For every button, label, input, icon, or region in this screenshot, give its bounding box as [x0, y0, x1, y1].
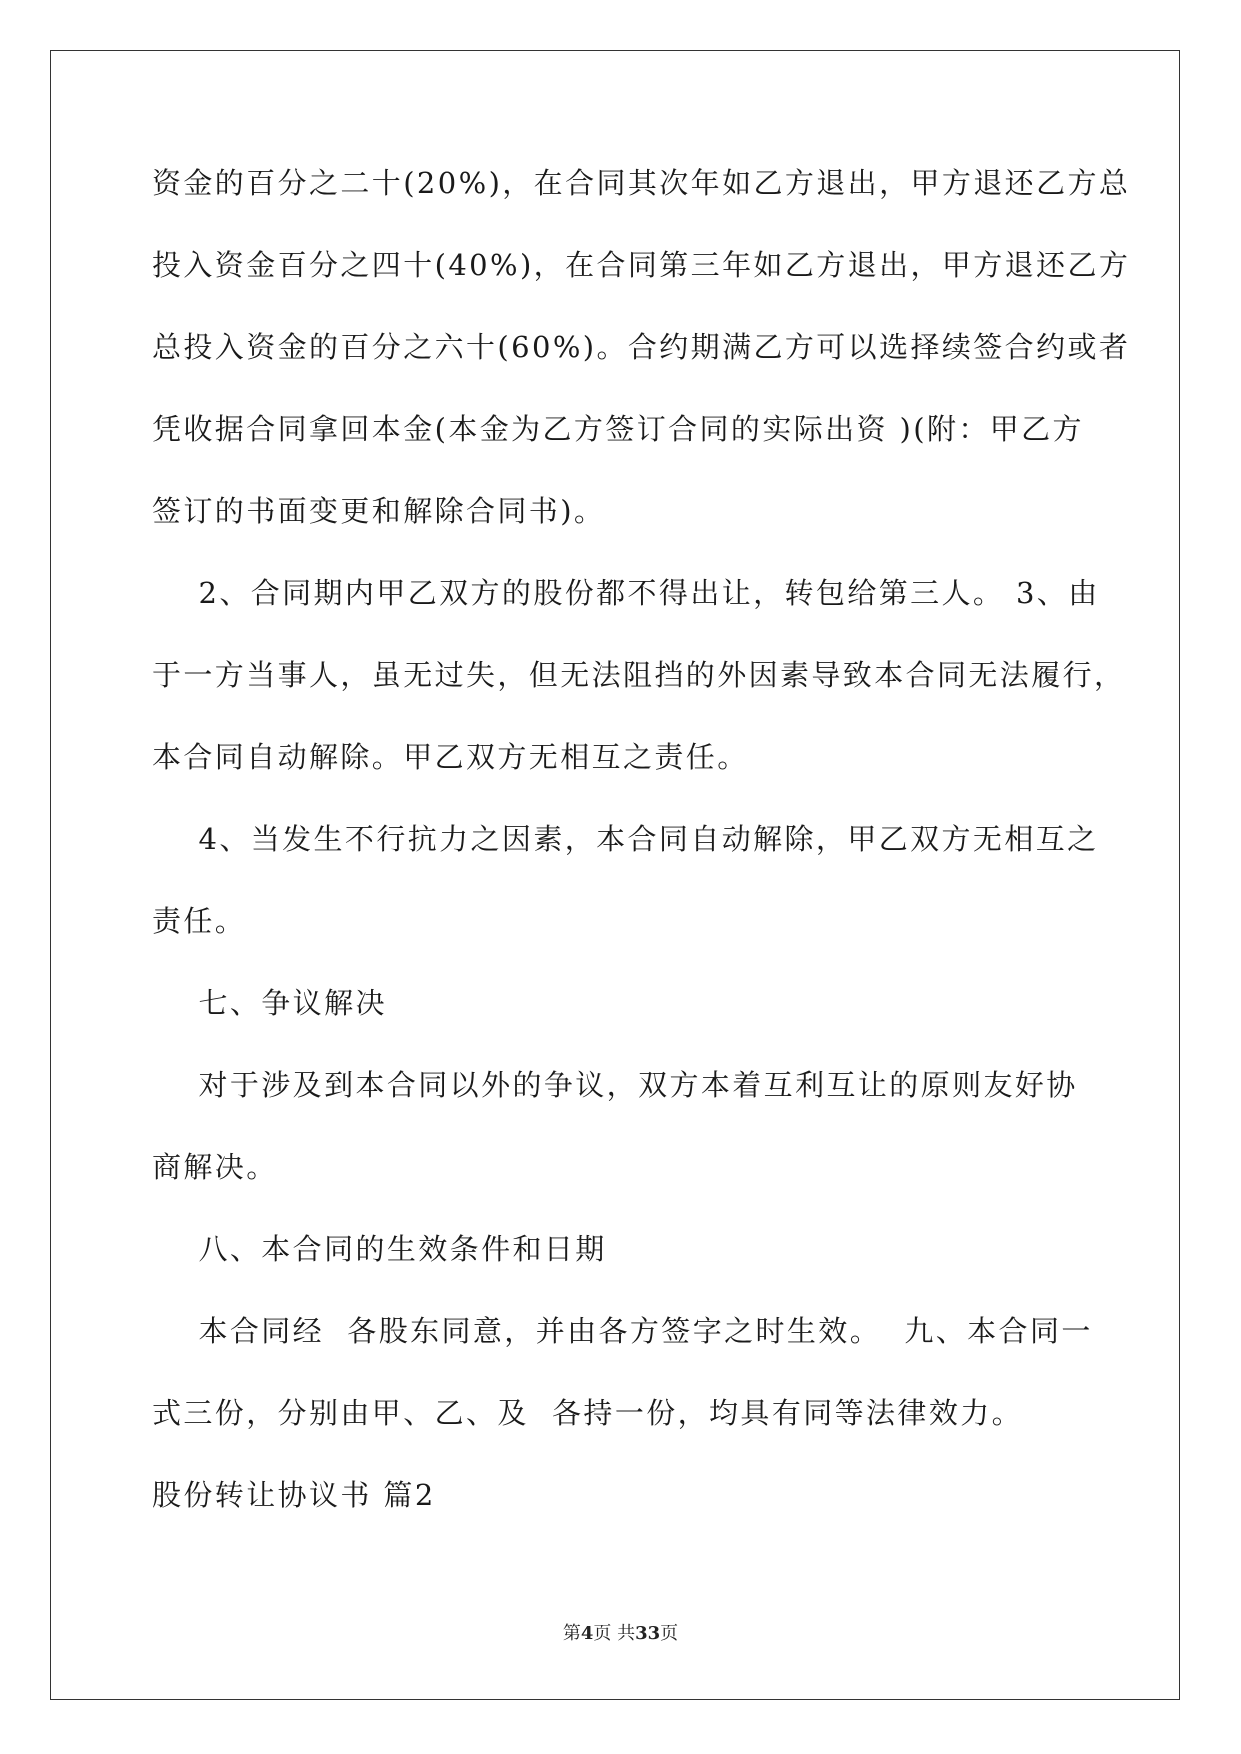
footer-prefix: 第 [562, 1623, 581, 1644]
text-line: 4、当发生不行抗力之因素，本合同自动解除，甲乙双方无相互之 [152, 822, 1099, 856]
text-line: 2、合同期内甲乙双方的股份都不得出让，转包给第三人。 3、由 [152, 576, 1100, 610]
text-line: 本合同经 各股东同意，并由各方签字之时生效。 九、本合同一 [152, 1314, 1093, 1348]
text-line: 本合同自动解除。甲乙双方无相互之责任。 [152, 740, 749, 774]
text-line: 总投入资金的百分之六十(60%)。合约期满乙方可以选择续签合约或者 [152, 330, 1131, 364]
text-line: 资金的百分之二十(20%)，在合同其次年如乙方退出，甲方退还乙方总 [152, 166, 1131, 200]
text-line: 商解决。 [152, 1150, 278, 1184]
text-line: 投入资金百分之四十(40%)，在合同第三年如乙方退出，甲方退还乙方 [152, 248, 1131, 282]
footer-suffix: 页 [660, 1623, 679, 1644]
page-footer [0, 1622, 1241, 1646]
footer-middle: 页 共 [593, 1623, 636, 1644]
document-title: 股份转让协议书 篇2 [152, 1478, 436, 1512]
footer-page-number: 4 [580, 1623, 594, 1644]
text-line: 式三份，分别由甲、乙、及 各持一份，均具有同等法律效力。 [152, 1396, 1024, 1430]
text-line: 对于涉及到本合同以外的争议，双方本着互利互让的原则友好协 [152, 1068, 1078, 1102]
section-heading: 七、争议解决 [152, 986, 387, 1020]
footer-total-pages: 33 [635, 1623, 661, 1644]
text-line: 凭收据合同拿回本金(本金为乙方签订合同的实际出资 )(附：甲乙方 [152, 412, 1084, 446]
text-line: 于一方当事人，虽无过失，但无法阻挡的外因素导致本合同无法履行， [152, 658, 1126, 692]
text-line: 责任。 [152, 904, 247, 938]
text-line: 签订的书面变更和解除合同书)。 [152, 494, 606, 528]
section-heading: 八、本合同的生效条件和日期 [152, 1232, 607, 1266]
page-border [50, 50, 1180, 1700]
